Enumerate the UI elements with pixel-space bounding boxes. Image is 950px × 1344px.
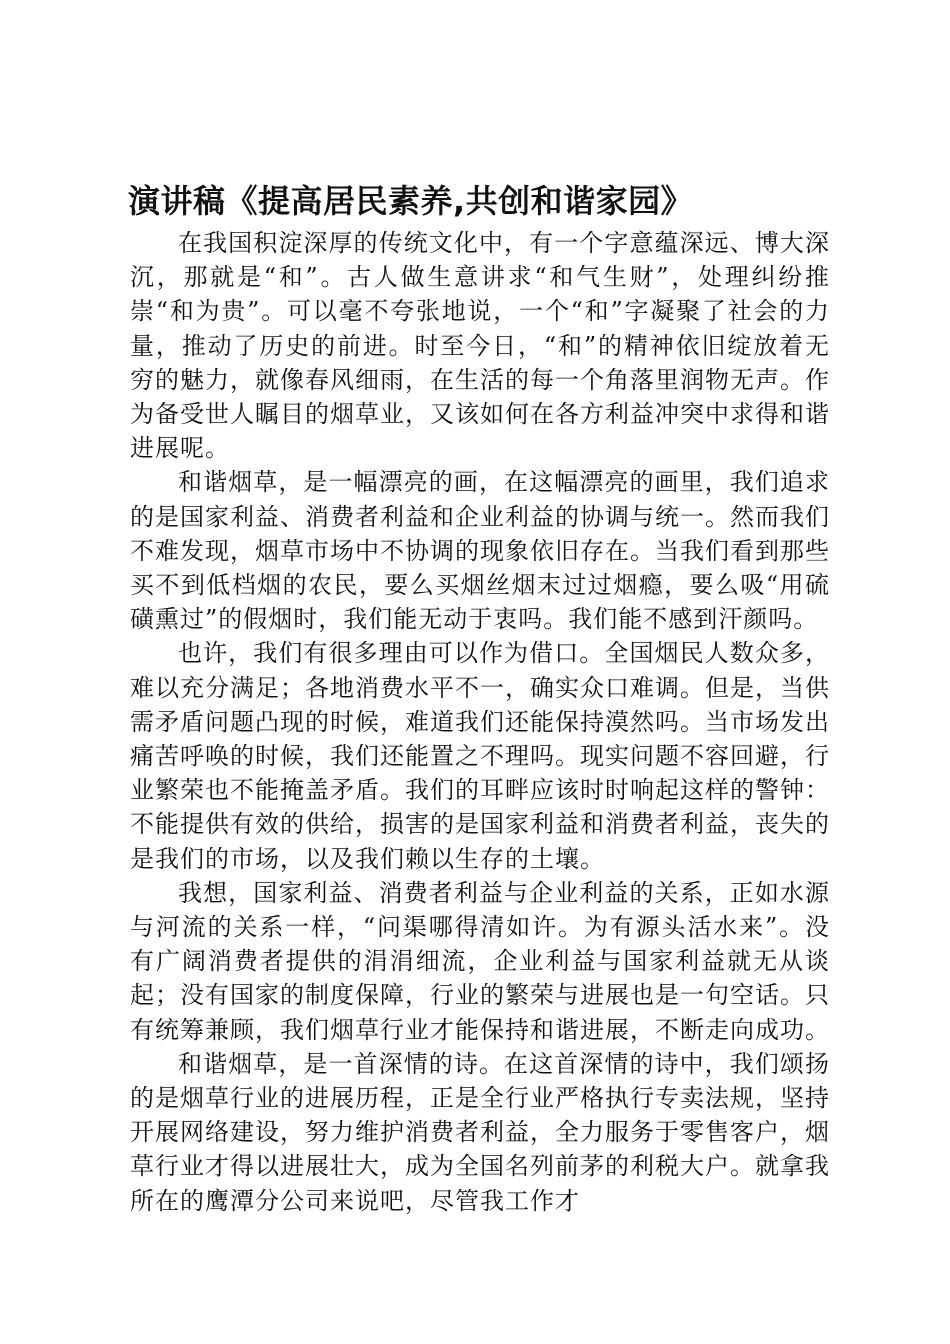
paragraph-1: 在我国积淀深厚的传统文化中，有一个字意蕴深远、博大深沉，那就是“和”。古人做生意讲求“和气生财”，处理纠纷推崇“和为贵”。可以毫不夸张地说，一个“和”字凝聚了社会的力量，推动了历史的前进。时至今日，“和”的精神依旧绽放着无穷的魅力，就像春风细雨，在生活的每一个角落里润物无声。作为备受世人瞩目的烟草业，又该如何在各方利益冲突中求得和谐进展呢。: [130, 229, 830, 463]
paragraph-4: 我想，国家利益、消费者利益与企业利益的关系，正如水源与河流的关系一样，“问渠哪得清如许。为有源头活水来”。没有广阔消费者提供的涓涓细流，企业利益与国家利益就无从谈起；没有国家的制度保障，行业的繁荣与进展也是一句空话。只有统筹兼顾，我们烟草行业才能保持和谐进展，不断走向成功。: [130, 878, 830, 1044]
paragraph-2: 和谐烟草，是一幅漂亮的画，在这幅漂亮的画里，我们追求的是国家利益、消费者利益和企业利益的协调与统一。然而我们不难发现，烟草市场中不协调的现象依旧存在。当我们看到那些买不到低档烟的农民，要么买烟丝烟末过过烟瘾，要么吸“用硫磺熏过”的假烟时，我们能无动于衷吗。我们能不感到汗颜吗。: [130, 468, 830, 634]
document-page: [130, 180, 830, 1218]
paragraph-5: 和谐烟草，是一首深情的诗。在这首深情的诗中，我们颂扬的是烟草行业的进展历程，正是全行业严格执行专卖法规，坚持开展网络建设，努力维护消费者利益，全力服务于零售客户，烟草行业才得以进展壮大，成为全国名列前茅的利税大户。就拿我所在的鹰潭分公司来说吧，尽管我工作才: [130, 1049, 830, 1215]
document-title: 演讲稿《提高居民素养,共创和谐家园》: [128, 182, 694, 220]
paragraph-3: 也许，我们有很多理由可以作为借口。全国烟民人数众多，难以充分满足；各地消费水平不一，确实众口难调。但是，当供需矛盾问题凸现的时候，难道我们还能保持漠然吗。当市场发出痛苦呼唤的时候，我们还能置之不理吗。现实问题不容回避，行业繁荣也不能掩盖矛盾。我们的耳畔应该时时响起这样的警钟：不能提供有效的供给，损害的是国家利益和消费者利益，丧失的是我们的市场，以及我们赖以生存的土壤。: [130, 639, 830, 873]
